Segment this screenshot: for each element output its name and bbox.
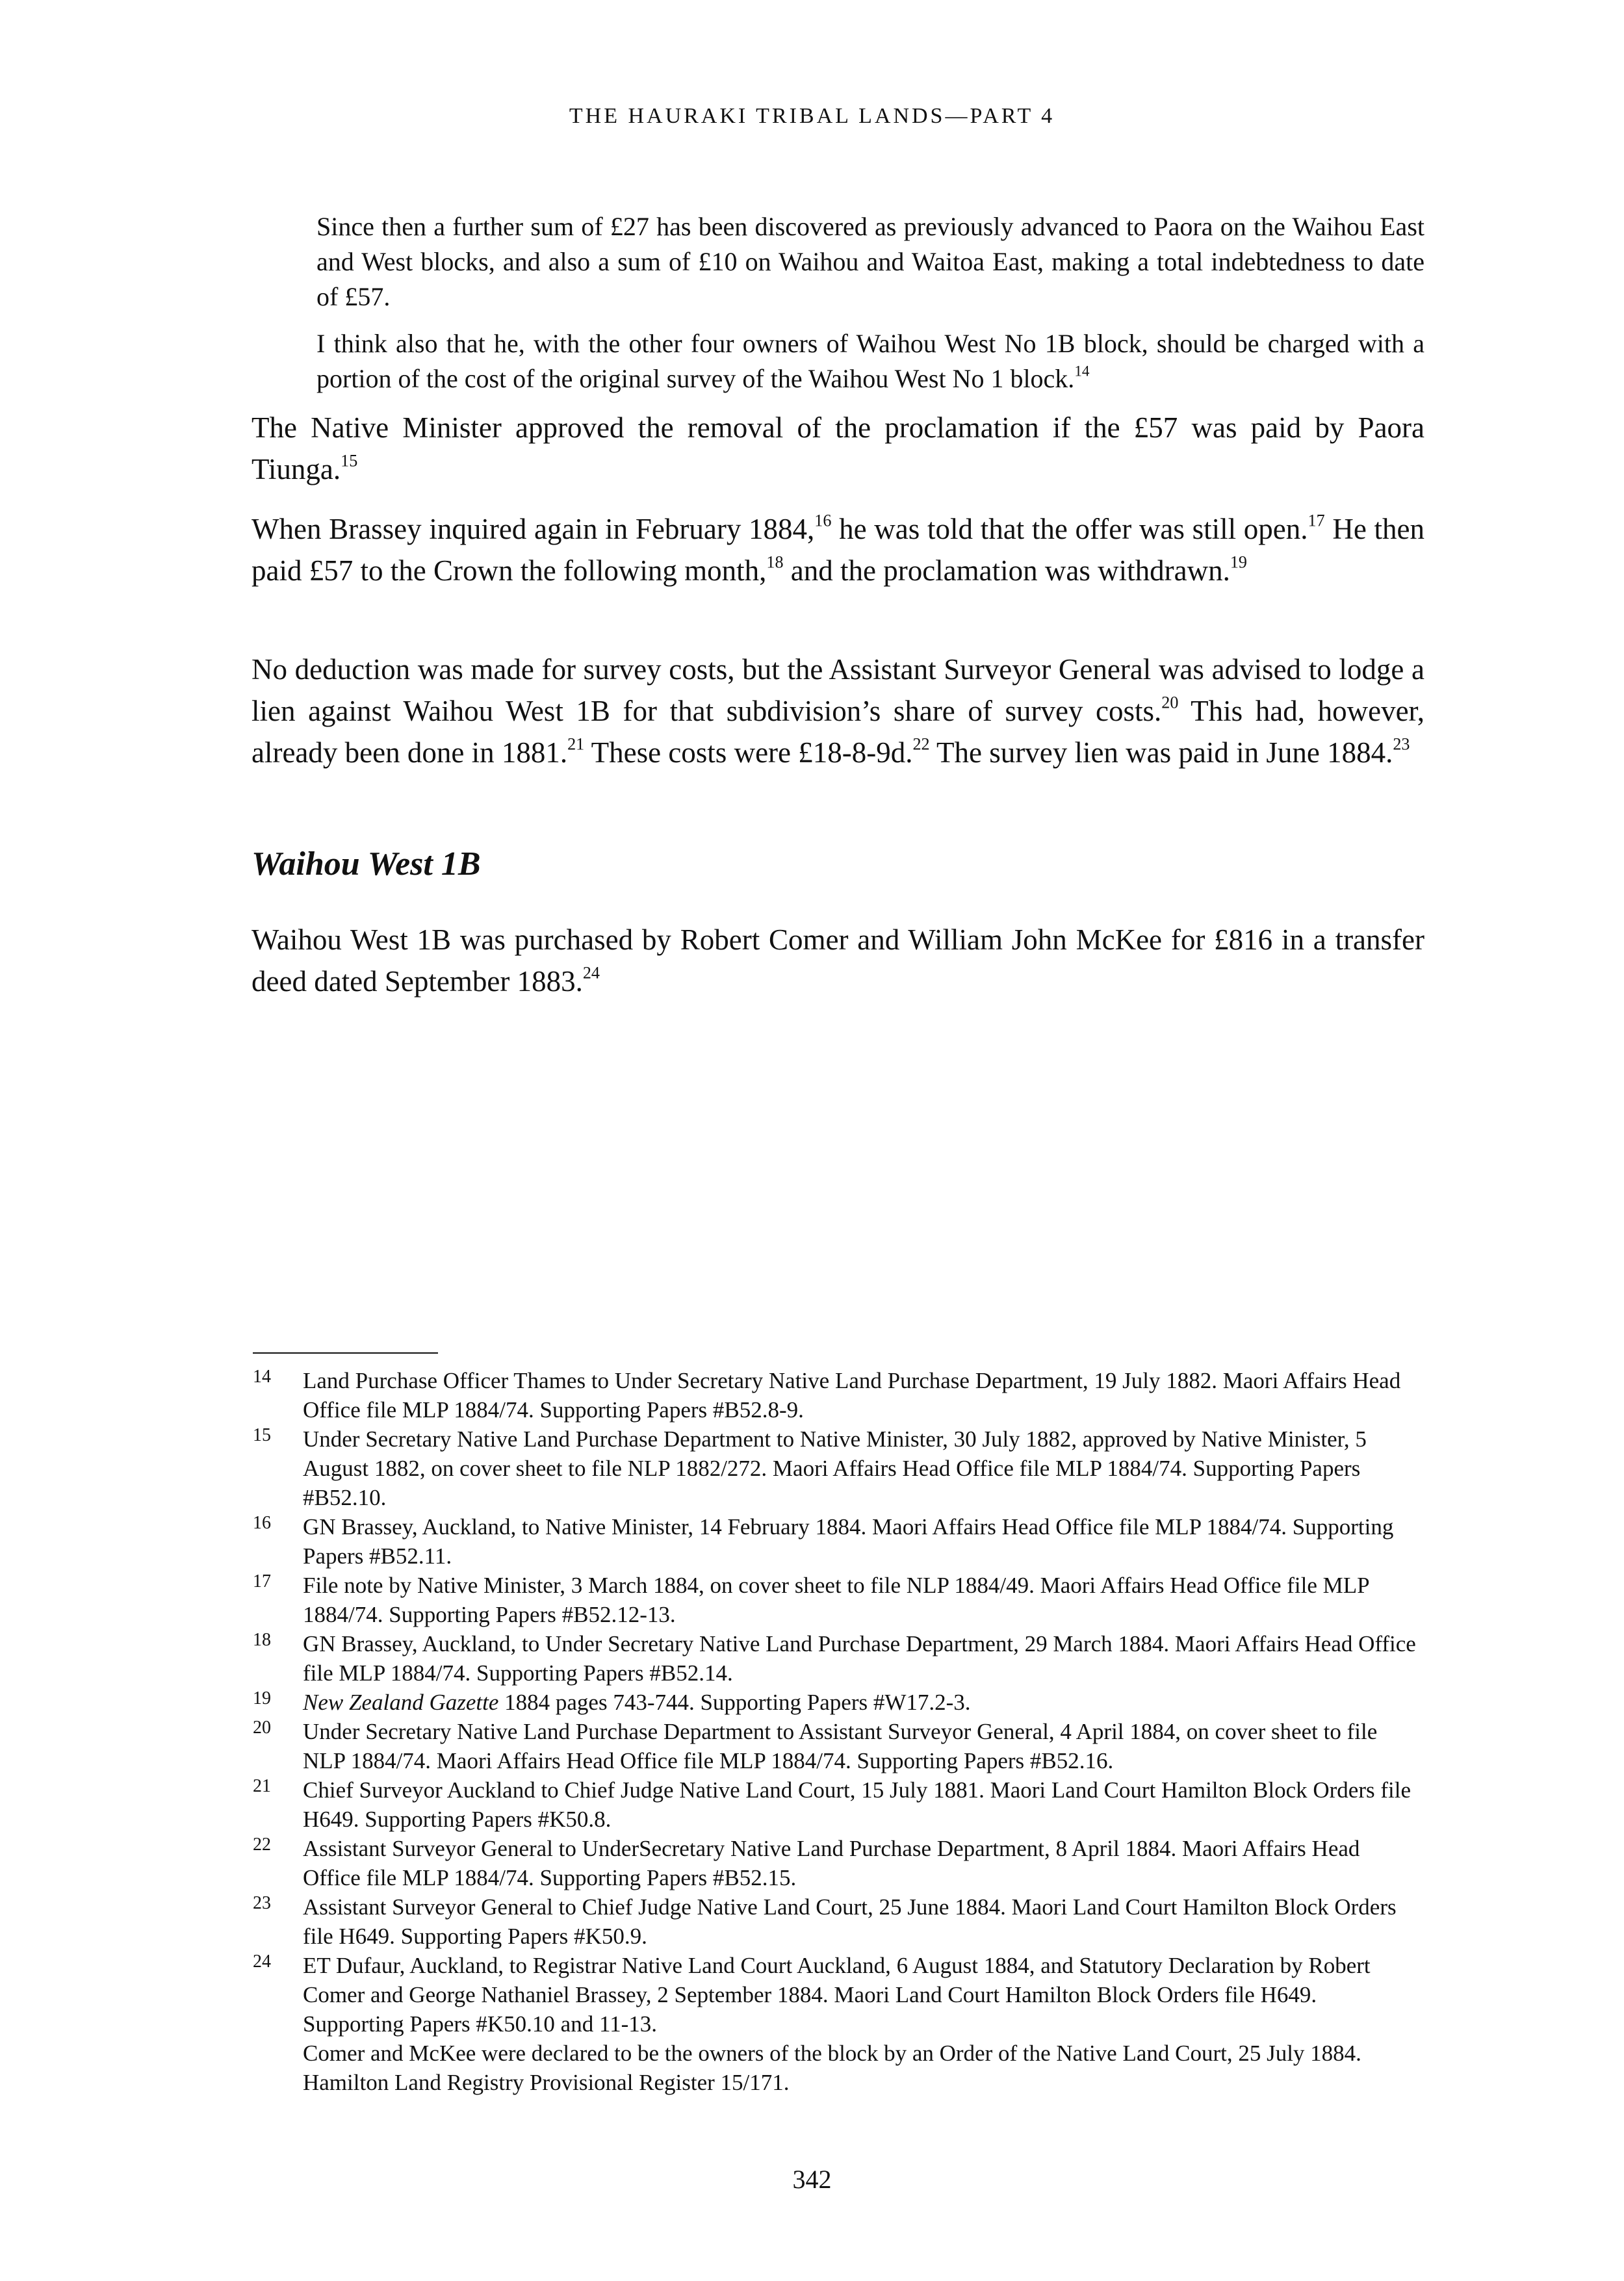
footnote-ref-20[interactable]: 20	[1161, 693, 1179, 712]
footnote-15: 15 Under Secretary Native Land Purchase Department to Native Minister, 30 July 1882, approved by Native Minister, 5 August 1882, on cover sheet to file NLP 1882/272. Maori Affairs Head Office file MLP 1884/74. Supporting Papers #B52.10.	[253, 1425, 1367, 1510]
paragraph-1: The Native Minister approved the removal of the proclamation if the £57 was paid by Paora Tiunga.$^{15}$	[251, 411, 1424, 485]
page-number: 342	[792, 2165, 832, 2194]
footnote-18: 18 GN Brassey, Auckland, to Under Secretary Native Land Purchase Department, 29 March 1884. Maori Affairs Head Office file MLP 1884/74. Supporting Papers #B52.14.	[253, 1630, 1416, 1686]
footnote-17: 17 File note by Native Minister, 3 March 1884, on cover sheet to file NLP 1884/49. Maori Affairs Head Office file MLP 1884/74. Supporting Papers #B52.12-13.	[253, 1571, 1369, 1627]
footnote-19: 19 New Zealand Gazette 1884 pages 743-744. Supporting Papers #W17.2-3.	[253, 1688, 971, 1715]
footnote-ref-22[interactable]: 22	[912, 734, 930, 754]
footnote-ref-16[interactable]: 16	[814, 511, 832, 530]
paragraph-4: Waihou West 1B was purchased by Robert Comer and William John McKee for £816 in a transfer deed dated September 1883.24	[251, 923, 1424, 998]
footnote-ref-24[interactable]: 24	[582, 963, 600, 983]
paragraph-2: When Brassey inquired again in February 1884,16 he was told that the offer was still open.$^{17}$ He then paid £57 to the Crown the following month,$^{18}$ and the proclamation was withdrawn.$^{19}$	[251, 511, 1425, 587]
footnote-16: 16 GN Brassey, Auckland, to Native Minister, 14 February 1884. Maori Affairs Head Office file MLP 1884/74. Supporting Papers #B52.11.	[253, 1513, 1394, 1569]
footnote-23: 23 Assistant Surveyor General to Chief Judge Native Land Court, 25 June 1884. Maori Land Court Hamilton Block Orders file H649. Supporting Papers #K50.9.	[253, 1893, 1397, 1949]
footnote-ref-21[interactable]: 21	[567, 734, 585, 754]
section-heading: Waihou West 1B	[251, 845, 481, 883]
running-head: THE HAURAKI TRIBAL LANDS—PART 4	[569, 104, 1055, 128]
footnote-ref-14[interactable]: 14	[1074, 363, 1090, 380]
footnote-rule	[253, 1352, 438, 1354]
footnote-ref-15[interactable]: 15	[341, 451, 358, 470]
footnote-20: 20 Under Secretary Native Land Purchase Department to Assistant Surveyor General, 4 April 1884, on cover sheet to file NLP 1884/74. Maori Affairs Head Office file MLP 1884/74. Supporting Papers #B52.16.	[253, 1718, 1378, 1773]
footnote-ref-18[interactable]: 18	[766, 552, 784, 572]
footnote-ref-17[interactable]: 17	[1308, 511, 1325, 530]
footnotes	[253, 1366, 1423, 2097]
quote-paragraph-1: Since then a further sum of £27 has been discovered as previously advanced to Paora on the Waihou East and West blocks, and also a sum of £10 on Waihou and Waitoa East, making a total indebtedness to date of £57.	[316, 212, 1424, 311]
footnote-22: 22 Assistant Surveyor General to UnderSecretary Native Land Purchase Department, 8 April 1884. Maori Affairs Head Office file MLP 1884/74. Supporting Papers #B52.15.	[253, 1835, 1360, 1890]
paragraph-3: No deduction was made for survey costs, but the Assistant Surveyor General was advised to lodge a lien against Waihou West 1B for that subdivision’s share of survey costs.$^{20}$ This had, however, already been done in 1881.21 These costs were £18-8-9d.$^{22}$ The survey lien was paid in June 1884.23	[251, 653, 1424, 769]
quote-paragraph-2: I think also that he, with the other four owners of Waihou West No 1B block, should be charged with a portion of the cost of the original survey of the Waihou West No 1 block.$^{14}$	[316, 329, 1424, 393]
footnote-14: 14 Land Purchase Officer Thames to Under Secretary Native Land Purchase Department, 19 July 1882. Maori Affairs Head Office file MLP 1884/74. Supporting Papers #B52.8-9.	[253, 1367, 1401, 1423]
footnote-ref-19[interactable]: 19	[1230, 552, 1247, 572]
footnote-21: 21 Chief Surveyor Auckland to Chief Judge Native Land Court, 15 July 1881. Maori Land Court Hamilton Block Orders file H649. Supporting Papers #K50.8.	[253, 1776, 1411, 1832]
block-quote	[316, 209, 1424, 408]
footnote-24: 24 ET Dufaur, Auckland, to Registrar Native Land Court Auckland, 6 August 1884, and Statutory Declaration by Robert Comer and George Nathaniel Brassey, 2 September 1884. Maori Land Court Hamilton Block Orders file H649. Supporting Papers #K50.10 and 11-13. Comer and McKee were declared to be the owners of the block by an Order of the Native Land Court, 25 July 1884. Hamilton Land Registry Provisional Register 15/171.	[253, 1952, 1371, 2095]
footnote-ref-23[interactable]: 23	[1393, 734, 1410, 754]
